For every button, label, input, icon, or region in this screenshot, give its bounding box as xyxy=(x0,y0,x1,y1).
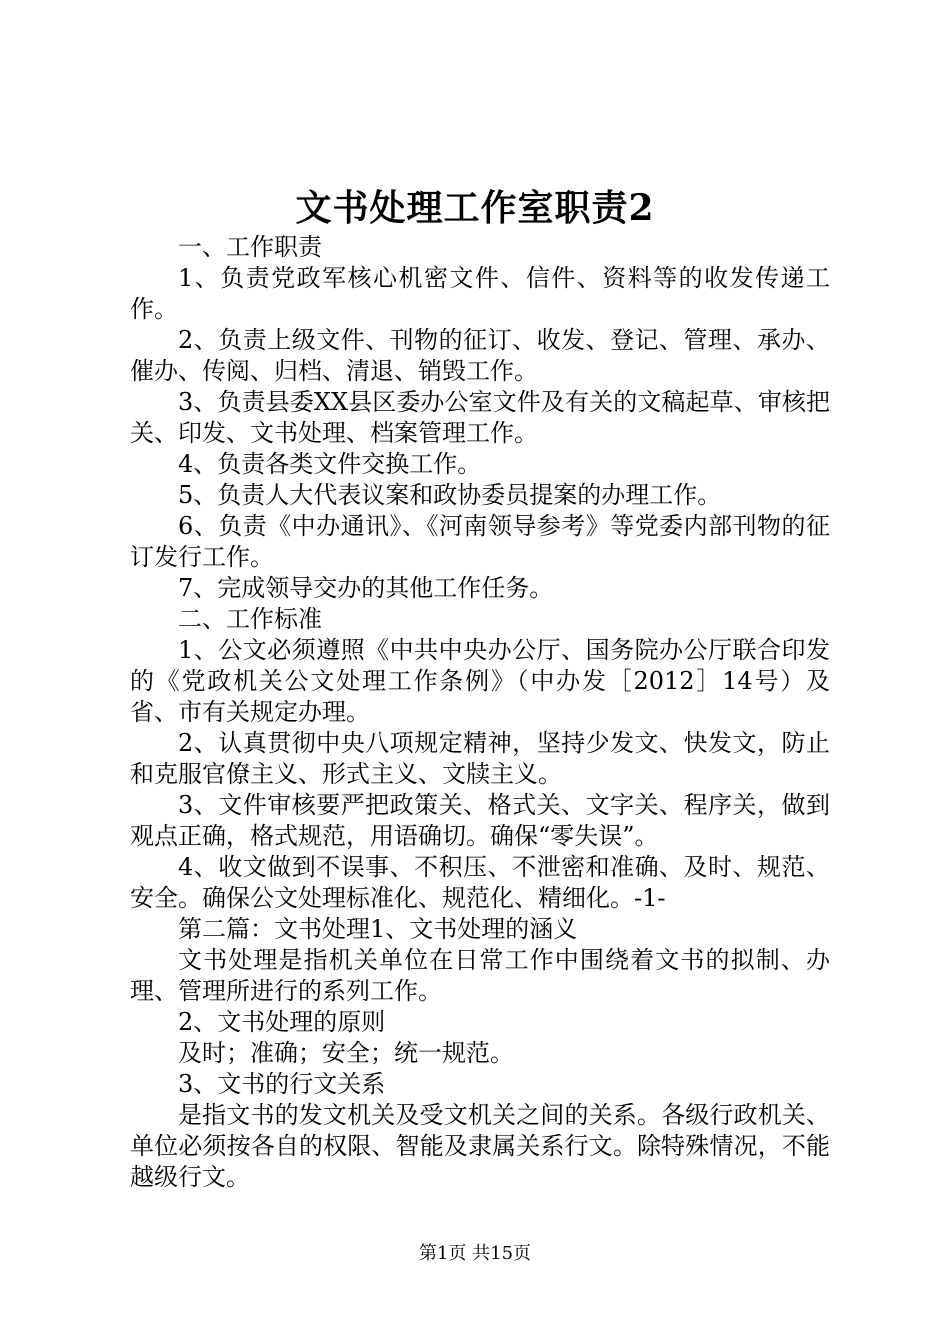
document-title: 文书处理工作室职责2 xyxy=(295,187,655,229)
paragraph: 7、完成领导交办的其他工作任务。 xyxy=(178,574,554,602)
paragraph: 是指文书的发文机关及受文机关之间的关系。各级行政机关、单位必须按各自的权限、智能及隶属关系行文。除特殊情况，不能越级行文。 xyxy=(130,1101,830,1191)
document-body xyxy=(130,232,830,1193)
page-number-footer: 第1页 共15页 xyxy=(418,1243,532,1264)
subheading: 2、文书处理的原则 xyxy=(178,1008,386,1036)
paragraph: 5、负责人大代表议案和政协委员提案的办理工作。 xyxy=(178,481,722,509)
paragraph: 4、负责各类文件交换工作。 xyxy=(178,450,482,478)
section-heading-standards: 二、工作标准 xyxy=(178,605,322,633)
section-heading-duties: 一、工作职责 xyxy=(178,233,322,261)
paragraph: 1、公文必须遵照《中共中央办公厅、国务院办公厅联合印发的《党政机关公文处理工作条例》（中办发［2012］14号）及省、市有关规定办理。 xyxy=(130,636,830,726)
paragraph: 2、负责上级文件、刊物的征订、收发、登记、管理、承办、催办、传阅、归档、清退、销毁工作。 xyxy=(130,326,830,385)
subheading: 3、文书的行文关系 xyxy=(178,1070,386,1098)
paragraph: 6、负责《中办通讯》、《河南领导参考》等党委内部刊物的征订发行工作。 xyxy=(130,512,830,571)
section-heading-part-two: 第二篇：文书处理1、文书处理的涵义 xyxy=(178,915,578,943)
paragraph: 3、负责县委XX县区委办公室文件及有关的文稿起草、审核把关、印发、文书处理、档案管理工作。 xyxy=(130,388,830,447)
paragraph: 3、文件审核要严把政策关、格式关、文字关、程序关，做到观点正确，格式规范，用语确切。确保“零失误”。 xyxy=(130,791,830,850)
paragraph: 文书处理是指机关单位在日常工作中围绕着文书的拟制、办理、管理所进行的系列工作。 xyxy=(130,946,830,1005)
paragraph: 4、收文做到不误事、不积压、不泄密和准确、及时、规范、安全。确保公文处理标准化、规范化、精细化。-1- xyxy=(130,853,830,912)
paragraph: 及时；准确；安全；统一规范。 xyxy=(178,1039,514,1067)
paragraph: 2、认真贯彻中央八项规定精神，坚持少发文、快发文，防止和克服官僚主义、形式主义、文牍主义。 xyxy=(130,729,830,788)
paragraph: 1、负责党政军核心机密文件、信件、资料等的收发传递工作。 xyxy=(130,264,830,323)
